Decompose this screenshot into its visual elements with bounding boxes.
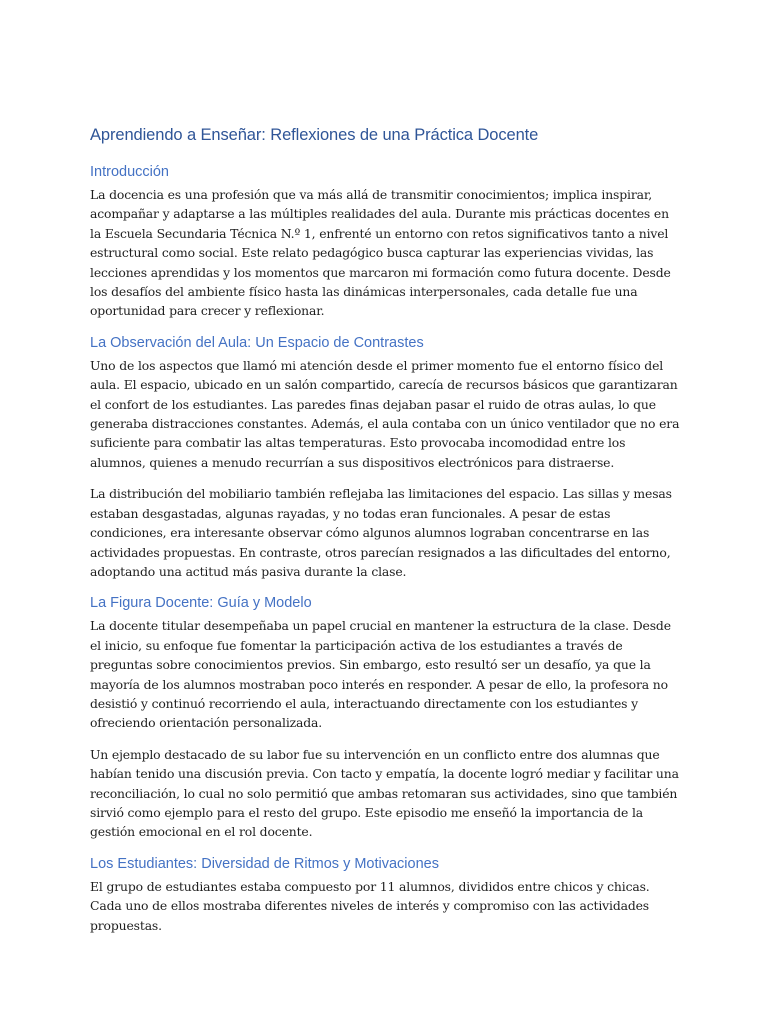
section-introduccion	[90, 162, 680, 321]
document-title: Aprendiendo a Enseñar: Reflexiones de una Práctica Docente	[90, 126, 539, 144]
section-heading: La Observación del Aula: Un Espacio de Contrastes	[90, 334, 424, 351]
document-page	[90, 124, 680, 935]
section-heading: La Figura Docente: Guía y Modelo	[90, 595, 312, 612]
paragraph: Uno de los aspectos que llamó mi atención desde el primer momento fue el entorno físico del aula. El espacio, ubicado en un salón compartido, carecía de recursos básicos que garantizaran el confort de los estudiantes. Las paredes finas dejaban pasar el ruido de otras aulas, lo que generaba distracciones constantes. Además, el aula contaba con un único ventilador que no era suficiente para combatir las altas temperaturas. Esto provocaba incomodidad entre los alumnos, quienes a menudo recurrían a sus dispositivos electrónicos para distraerse.	[90, 357, 680, 470]
paragraph: La docencia es una profesión que va más allá de transmitir conocimientos; implica inspirar, acompañar y adaptarse a las múltiples realidades del aula. Durante mis prácticas docentes en la Escuela Secundaria Técnica N.º 1, enfrenté un entorno con retos significativos tanto a nivel estructural como social. Este relato pedagógico busca capturar las experiencias vividas, las lecciones aprendidas y los momentos que marcaron mi formación como futura docente. Desde los desafíos del ambiente físico hasta las dinámicas interpersonales, cada detalle fue una oportunidad para crecer y reflexionar.	[90, 187, 671, 319]
section-figura-docente	[90, 593, 680, 841]
paragraph: Un ejemplo destacado de su labor fue su intervención en un conflicto entre dos alumnas que habían tenido una discusión previa. Con tacto y empatía, la docente logró mediar y facilitar una reconciliación, lo cual no solo permitió que ambas retomaran sus actividades, sino que también sirvió como ejemplo para el resto del grupo. Este episodio me enseñó la importancia de la gestión emocional en el rol docente.	[90, 746, 679, 840]
section-heading: Introducción	[90, 164, 169, 180]
paragraph: La distribución del mobiliario también reflejaba las limitaciones del espacio. Las sillas y mesas estaban desgastadas, algunas rayadas, y no todas eran funcionales. A pesar de estas condiciones, era interesante observar cómo algunos alumnos lograban concentrarse en las actividades propuestas. En contraste, otros parecían resignados a las dificultades del entorno, adoptando una actitud más pasiva durante la clase.	[90, 486, 672, 579]
section-observacion-aula	[90, 333, 680, 581]
paragraph: La docente titular desempeñaba un papel crucial en mantener la estructura de la clase. Desde el inicio, su enfoque fue fomentar la participación activa de los estudiantes a través de preguntas sobre conocimientos previos. Sin embargo, esto resultó ser un desafío, ya que la mayoría de los alumnos mostraban poco interés en responder. A pesar de ello, la profesora no desistió y continuó recorriendo el aula, interactuando directamente con los estudiantes y ofreciendo orientación personalizada.	[90, 618, 671, 731]
paragraph: El grupo de estudiantes estaba compuesto por 11 alumnos, divididos entre chicos y chicas. Cada uno de ellos mostraba diferentes niveles de interés y compromiso con las actividades propuestas.	[90, 878, 650, 933]
section-heading: Los Estudiantes: Diversidad de Ritmos y Motivaciones	[90, 855, 439, 872]
section-estudiantes	[90, 854, 680, 935]
